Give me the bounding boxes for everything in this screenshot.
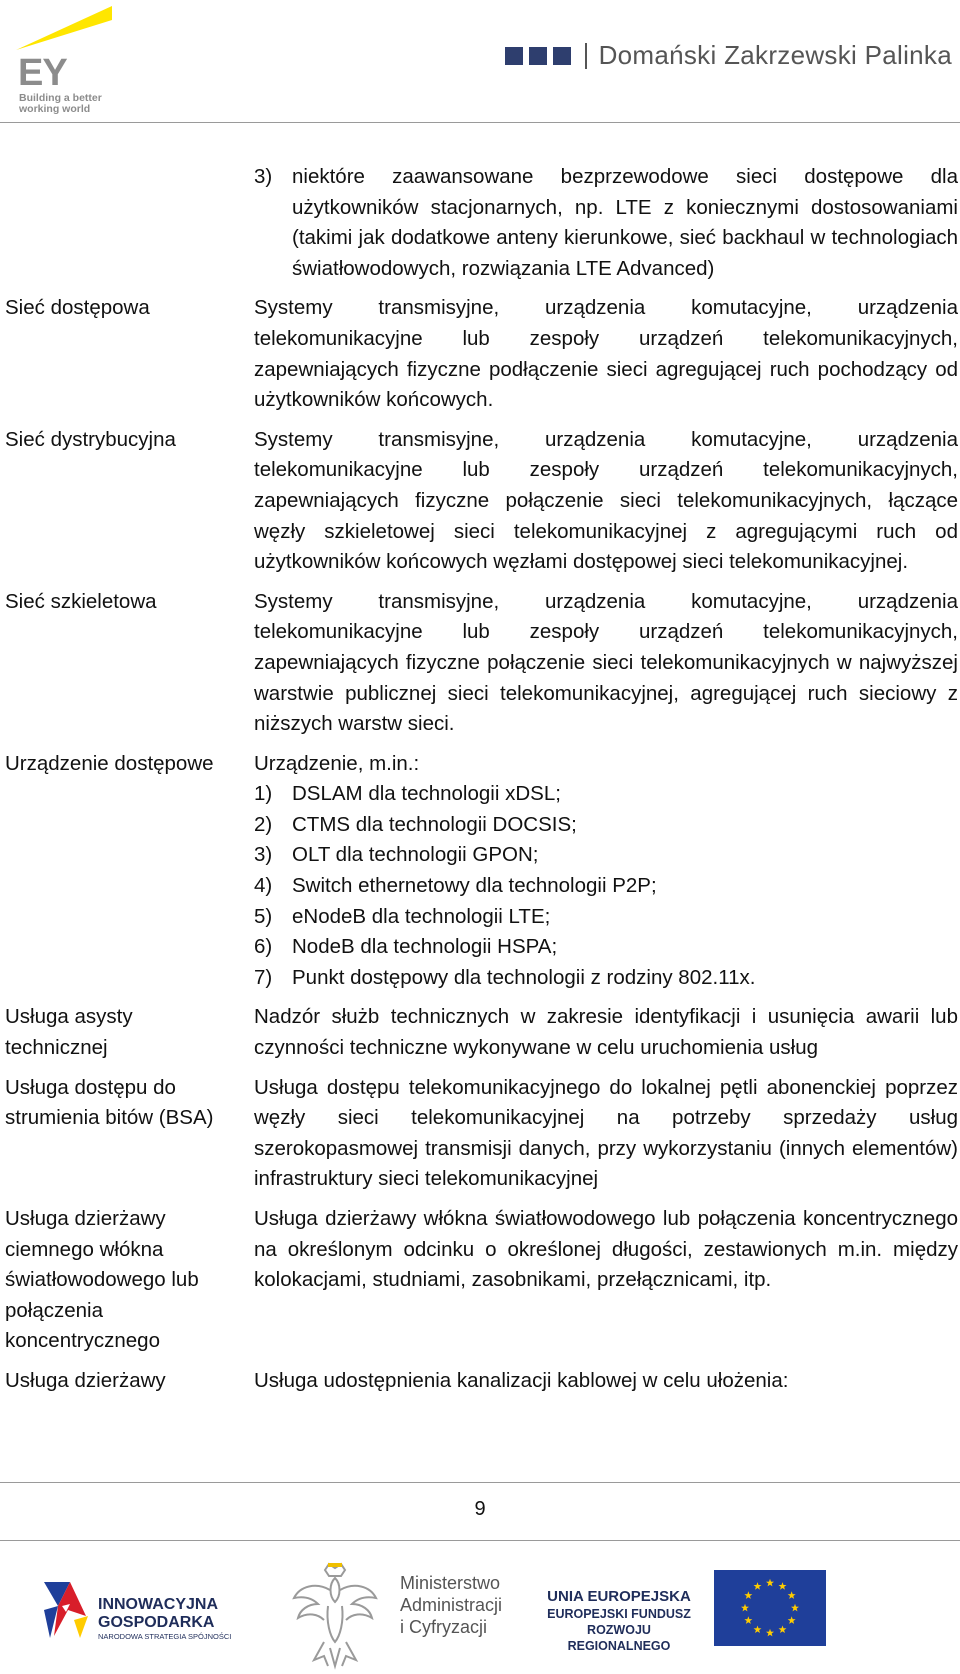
footer-rule-bottom xyxy=(0,1540,960,1541)
ministry-line: i Cyfryzacji xyxy=(400,1617,488,1637)
page-number: 9 xyxy=(474,1498,486,1520)
table-row xyxy=(0,1366,960,1397)
ey-tagline: Building a better working world xyxy=(19,92,102,115)
list xyxy=(254,779,958,993)
table-row xyxy=(0,749,960,994)
definition-cell xyxy=(254,293,958,415)
definition-text: Usługa dostępu telekomunikacyjnego do lokalnej pętli abonenckiej poprzez węzły sieci telekomunikacyjnej na potrzeby sprzedaży usług szerokopasmowej transmisji danych, przy wykorzystaniu (innych elementów) infrastruktury sieci telekomunikacyjnej xyxy=(254,1075,958,1191)
list-number: 3) xyxy=(254,843,273,867)
polish-eagle-emblem-icon xyxy=(290,1560,380,1672)
header-rule xyxy=(0,122,960,123)
definition-cell xyxy=(254,1073,958,1195)
ig-star-icon xyxy=(40,1576,98,1646)
list-item xyxy=(254,963,958,994)
firm-name: Domański Zakrzewski Palinka xyxy=(598,40,952,70)
eu-title: UNIA EUROPEJSKA xyxy=(547,1588,691,1605)
term-cell: Usługa dzierżawy ciemnego włókna światłowodowego lub połączenia koncentrycznego xyxy=(5,1207,199,1353)
ig-title-line: GOSPODARKA xyxy=(98,1614,215,1631)
definition-cell xyxy=(254,1204,958,1357)
ey-logo-text: EY xyxy=(18,52,67,94)
page-footer xyxy=(0,1558,960,1674)
square-icon xyxy=(529,47,547,65)
table-row xyxy=(0,293,960,415)
definition-text: Systemy transmisyjne, urządzenia komutacyjne, urządzenia telekomunikacyjne lub zespoły urządzeń telekomunikacyjnych, zapewniających fizyczne połączenie sieci telekomunikacyjnych w najwyższej warstwie publicznej sieci telekomunikacyjnej, agregującej ruch sieciowy z niższych warstw sieci. xyxy=(254,589,958,736)
footer-rule-top xyxy=(0,1482,960,1483)
definition-text: Usługa udostępnienia kanalizacji kablowej w celu ułożenia: xyxy=(254,1368,789,1392)
ig-title xyxy=(98,1596,218,1632)
definition-text: Usługa dzierżawy włókna światłowodowego lub połączenia koncentrycznego na określonym odcinku o określonej długości, zestawionych m.in. między kolokacjami, studniami, zasobnikami, przełącznicami, itp. xyxy=(254,1207,958,1292)
list-text: OLT dla technologii GPON; xyxy=(292,843,539,867)
ig-subtitle: NARODOWA STRATEGIA SPÓJNOŚCI xyxy=(98,1632,232,1641)
list-text: DSLAM dla technologii xDSL; xyxy=(292,782,561,806)
table-row xyxy=(0,1204,960,1357)
list-text: Punkt dostępowy dla technologii z rodziny 802.11x. xyxy=(292,965,756,989)
eu-logo-text xyxy=(534,1588,704,1654)
square-icon xyxy=(505,47,523,65)
list-item xyxy=(254,902,958,933)
list-number: 4) xyxy=(254,874,273,898)
list-item xyxy=(254,779,958,810)
definition-cell xyxy=(254,587,958,740)
list xyxy=(254,162,958,284)
definition-cell xyxy=(254,162,958,284)
definition-cell xyxy=(254,1366,958,1397)
term-cell: Usługa asysty technicznej xyxy=(5,1005,133,1060)
definition-lead: Urządzenie, m.in.: xyxy=(254,751,420,775)
eu-flag-icon xyxy=(714,1570,826,1646)
definitions-table xyxy=(0,162,960,1397)
square-icon xyxy=(553,47,571,65)
definition-cell xyxy=(254,749,958,994)
definition-text: Systemy transmisyjne, urządzenia komutacyjne, urządzenia telekomunikacyjne lub zespoły urządzeń telekomunikacyjnych, zapewniających fizyczne podłączenie sieci agregującej ruch pochodzący od użytkowników końcowych. xyxy=(254,296,958,412)
definition-cell xyxy=(254,425,958,578)
list-number: 7) xyxy=(254,965,273,989)
list-text: CTMS dla technologii DOCSIS; xyxy=(292,812,577,836)
eu-subtitle: ROZWOJU REGIONALNEGO xyxy=(567,1623,671,1653)
list-item xyxy=(254,871,958,902)
list-item xyxy=(254,840,958,871)
list-text: NodeB dla technologii HSPA; xyxy=(292,935,558,959)
table-row xyxy=(0,162,960,284)
term-cell: Usługa dostępu do strumienia bitów (BSA) xyxy=(5,1075,214,1130)
ministry-logo-text xyxy=(400,1572,530,1638)
list-number: 2) xyxy=(254,812,273,836)
ey-beam-icon xyxy=(16,6,120,56)
definition-cell xyxy=(254,1002,958,1063)
definition-text: Nadzór służb technicznych w zakresie identyfikacji i usunięcia awarii lub czynności techniczne wykonywane w celu uruchomienia usług xyxy=(254,1005,958,1060)
ministry-line: Ministerstwo xyxy=(400,1573,501,1593)
term-cell xyxy=(0,162,235,284)
list-number: 6) xyxy=(254,935,273,959)
term-cell: Sieć dystrybucyjna xyxy=(5,427,176,451)
firm-logo xyxy=(505,40,952,71)
list-item xyxy=(254,932,958,963)
table-row xyxy=(0,587,960,740)
table-row xyxy=(0,1002,960,1063)
list-number: 3) xyxy=(254,165,273,188)
list-number: 1) xyxy=(254,782,273,806)
divider xyxy=(585,43,587,69)
term-cell: Usługa dzierżawy xyxy=(5,1368,166,1392)
table-row xyxy=(0,425,960,578)
list-item xyxy=(254,162,958,284)
ig-title-line: INNOWACYJNA xyxy=(98,1596,219,1613)
term-cell: Sieć szkieletowa xyxy=(5,589,157,613)
page-header xyxy=(0,0,960,124)
list-text: Switch ethernetowy dla technologii P2P; xyxy=(292,874,657,898)
table-row xyxy=(0,1073,960,1195)
list-number: 5) xyxy=(254,904,273,928)
list-text: eNodeB dla technologii LTE; xyxy=(292,904,551,928)
term-cell: Urządzenie dostępowe xyxy=(5,751,214,775)
definition-text: Systemy transmisyjne, urządzenia komutacyjne, urządzenia telekomunikacyjne lub zespoły urządzeń telekomunikacyjnych, zapewniających fizyczne połączenie sieci telekomunikacyjnych, łączące węzły szkieletowej sieci telekomunikacyjnej z agregującymi ruch od użytkowników końcowych węzłami dostępowej sieci telekomunikacyjnej. xyxy=(254,427,958,574)
eu-subtitle: EUROPEJSKI FUNDUSZ xyxy=(547,1607,691,1621)
term-cell: Sieć dostępowa xyxy=(5,296,150,320)
ministry-line: Administracji xyxy=(400,1595,503,1615)
list-text: niektóre zaawansowane bezprzewodowe sieci dostępowe dla użytkowników stacjonarnych, np. LTE z koniecznymi dostosowaniami (takimi jak dodatkowe anteny kierunkowe, sieć backhaul w technologiach światłowodowych, rozwiązania LTE Advanced) xyxy=(292,165,958,280)
list-item xyxy=(254,810,958,841)
